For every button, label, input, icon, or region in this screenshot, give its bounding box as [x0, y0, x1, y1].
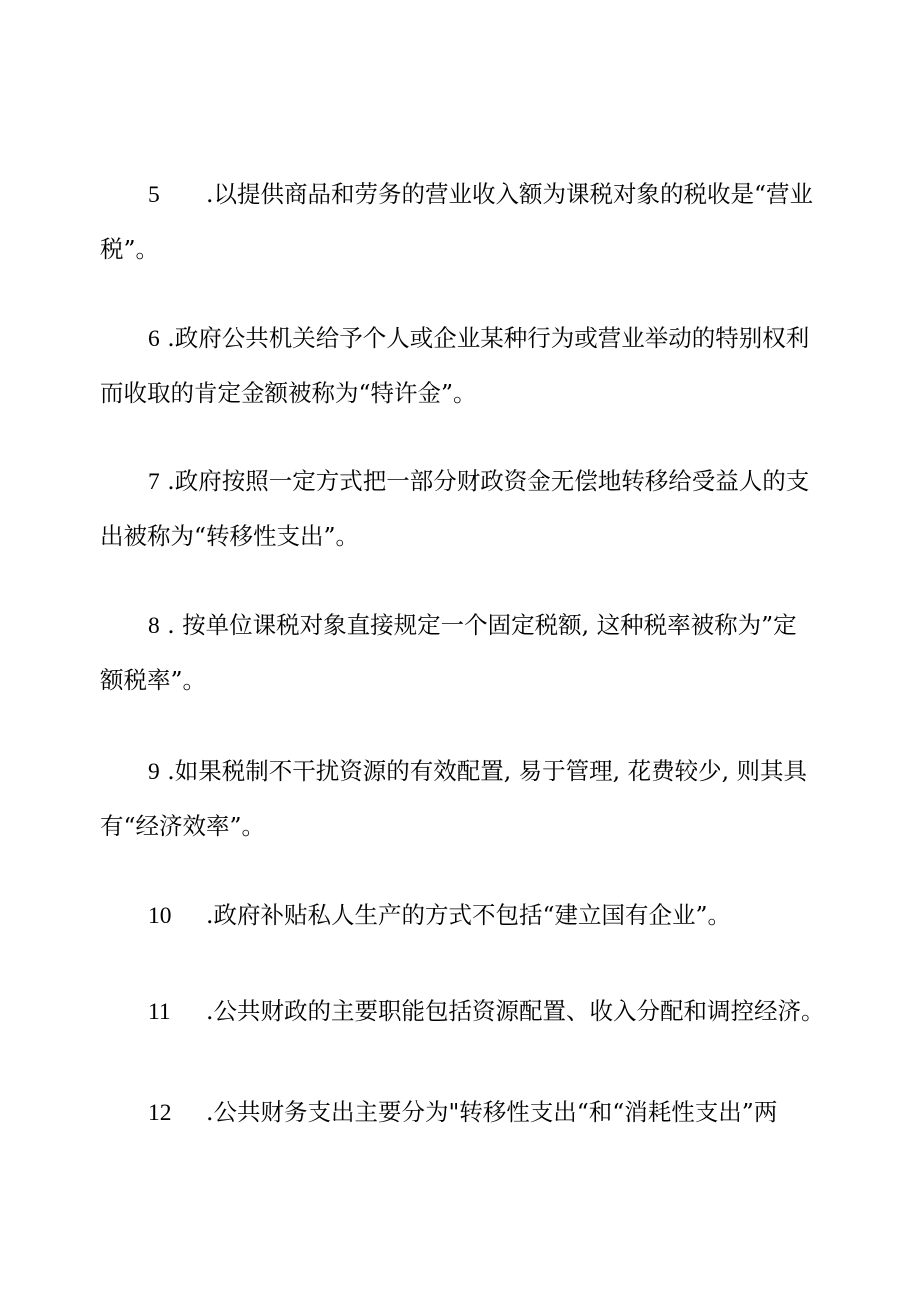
item-continuation: 出被称为“转移性支出”。 — [100, 522, 360, 550]
item-number: 9 — [148, 759, 160, 785]
item-text: .公共财务支出主要分为"转移性支出“和“消耗性支出”两 — [206, 1098, 778, 1126]
item-text: .政府公共机关给予个人或企业某种行为或营业举动的特别权利 — [159, 324, 810, 352]
item-number: 8 — [148, 613, 160, 639]
item-number: 11 — [148, 999, 171, 1025]
item-text: .政府按照一定方式把一部分财政资金无偿地转移给受益人的支 — [159, 467, 810, 495]
item-number: 6 — [148, 326, 160, 352]
item-continuation: 而收取的肯定金额被称为“特许金”。 — [100, 379, 477, 407]
question-item-5 — [100, 167, 830, 276]
item-first-line — [100, 744, 830, 799]
question-item-12 — [100, 1085, 830, 1140]
item-text: .如果税制不干扰资源的有效配置, 易于管理, 花费较少, 则其具 — [159, 757, 808, 785]
item-first-line — [100, 888, 830, 943]
item-first-line — [100, 1085, 830, 1140]
item-number: 10 — [148, 903, 172, 929]
question-item-9 — [100, 744, 830, 853]
item-text: . 按单位课税对象直接规定一个固定税额, 这种税率被称为”定 — [159, 611, 797, 639]
item-text: .公共财政的主要职能包括资源配置、收入分配和调控经济。 — [206, 997, 825, 1025]
item-number: 12 — [148, 1100, 172, 1126]
item-continuation: 税”。 — [100, 235, 160, 263]
item-text: .以提供商品和劳务的营业收入额为课税对象的税收是“营业 — [206, 180, 813, 208]
item-first-line — [100, 454, 830, 509]
item-continuation: 额税率”。 — [100, 666, 207, 694]
question-item-6 — [100, 311, 830, 420]
item-first-line — [100, 984, 830, 1039]
question-item-8 — [100, 598, 830, 707]
question-item-11 — [100, 984, 830, 1039]
item-first-line — [100, 598, 830, 653]
item-text: .政府补贴私人生产的方式不包括“建立国有企业”。 — [206, 901, 731, 929]
item-first-line — [100, 167, 830, 222]
question-item-10 — [100, 888, 830, 943]
item-first-line — [100, 311, 830, 366]
item-continuation: 有“经济效率”。 — [100, 812, 266, 840]
item-number: 5 — [148, 182, 160, 208]
question-item-7 — [100, 454, 830, 563]
item-number: 7 — [148, 469, 160, 495]
